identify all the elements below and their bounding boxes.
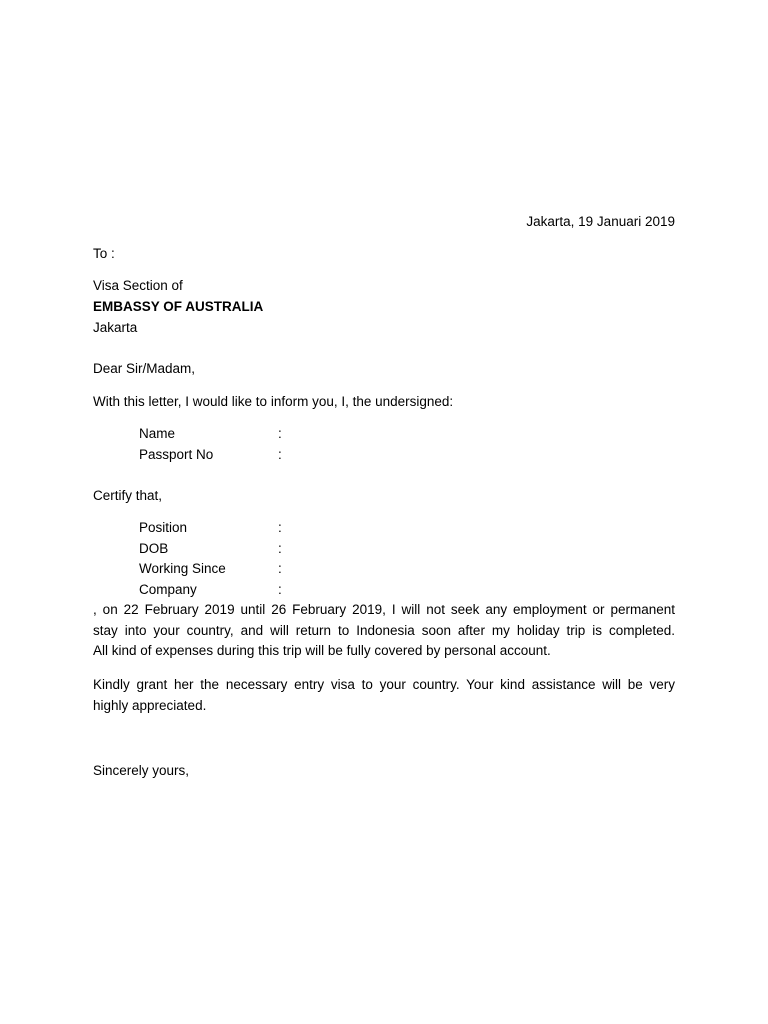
field-label-company: Company bbox=[139, 582, 197, 597]
certify-line: Certify that, bbox=[93, 488, 163, 503]
recipient-city: Jakarta bbox=[93, 320, 138, 335]
request-paragraph-line: highly appreciated. bbox=[93, 697, 207, 713]
field-colon-passport: : bbox=[278, 447, 282, 462]
to-label: To : bbox=[93, 246, 115, 261]
body-paragraph-line: All kind of expenses during this trip will be fully covered by personal account. bbox=[93, 643, 551, 658]
body-paragraph bbox=[93, 600, 675, 662]
field-colon-working-since: : bbox=[278, 561, 282, 576]
field-label-position: Position bbox=[139, 520, 188, 535]
body-paragraph-line: , on 22 February 2019 until 26 February 2019, I will not seek any employment or permanent bbox=[93, 602, 675, 617]
request-paragraph bbox=[93, 675, 675, 716]
intro-sentence: With this letter, I would like to inform you, I, the undersigned: bbox=[93, 394, 454, 409]
request-paragraph-line: Kindly grant her the necessary entry visa to your country. Your kind assistance will be very bbox=[93, 677, 675, 692]
salutation: Dear Sir/Madam, bbox=[93, 361, 196, 376]
field-label-passport: Passport No bbox=[139, 447, 214, 462]
field-label-working-since: Working Since bbox=[139, 561, 226, 576]
field-colon-name: : bbox=[278, 426, 282, 441]
closing: Sincerely yours, bbox=[93, 763, 190, 778]
body-paragraph-line: stay into your country, and will return to Indonesia soon after my holiday trip is completed. bbox=[93, 622, 675, 638]
field-colon-position: : bbox=[278, 520, 282, 535]
field-label-name: Name bbox=[139, 426, 176, 441]
recipient-embassy: EMBASSY OF AUSTRALIA bbox=[93, 299, 264, 314]
field-label-dob: DOB bbox=[139, 541, 169, 556]
field-colon-company: : bbox=[278, 582, 282, 597]
letter-date: Jakarta, 19 Januari 2019 bbox=[526, 214, 675, 229]
recipient-line-1: Visa Section of bbox=[93, 278, 183, 293]
field-colon-dob: : bbox=[278, 541, 282, 556]
